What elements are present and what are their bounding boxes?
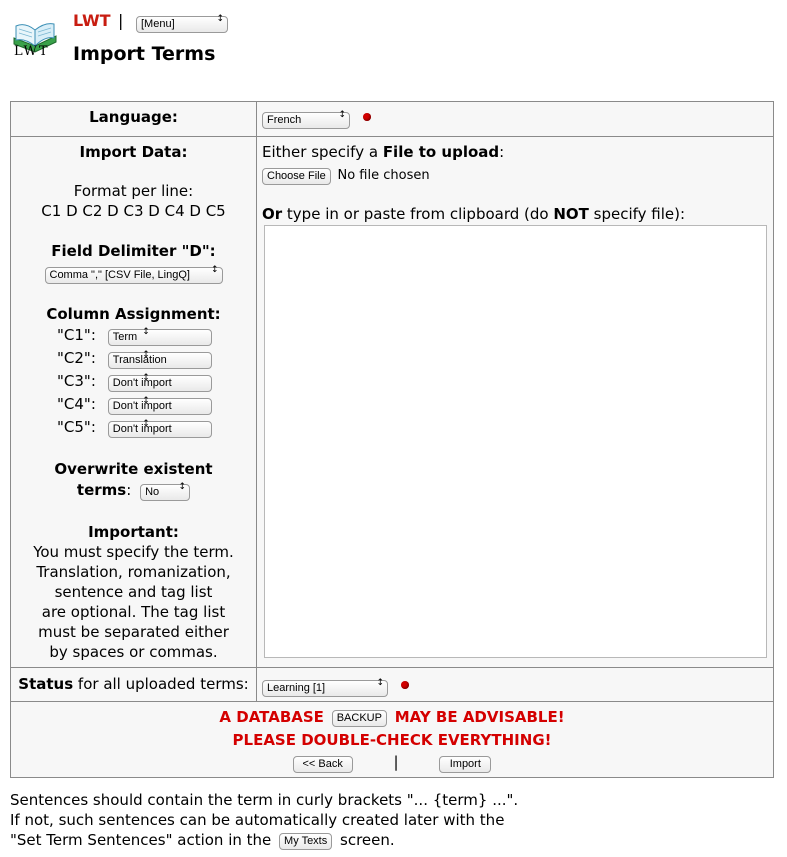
warning-text: MAY BE ADVISABLE!	[394, 708, 565, 726]
footer-line: Sentences should contain the term in curly brackets "... {term} ...".	[10, 791, 519, 809]
page-title: Import Terms	[73, 43, 216, 65]
row-divider	[11, 701, 773, 702]
choose-file-button[interactable]: Choose File	[262, 168, 331, 185]
column-label: "C1":	[57, 326, 96, 344]
row-divider	[11, 667, 773, 668]
delimiter-field	[11, 264, 256, 284]
column-row-c1	[57, 326, 154, 346]
column-c1-select[interactable]	[108, 329, 212, 346]
status-select[interactable]	[262, 680, 388, 697]
required-dot-icon	[401, 681, 409, 689]
footer-line	[10, 830, 518, 850]
column-row-c5	[57, 418, 154, 438]
language-select[interactable]	[262, 112, 350, 129]
column-row-c4	[57, 395, 154, 415]
warning-line-2: PLEASE DOUBLE-CHECK EVERYTHING!	[232, 731, 552, 749]
paste-text: specify file):	[588, 205, 686, 223]
overwrite-colon: :	[126, 481, 132, 499]
action-divider: |	[393, 753, 399, 771]
status-bold: Status	[18, 675, 74, 693]
my-texts-button[interactable]: My Texts	[279, 833, 332, 850]
delimiter-select[interactable]	[45, 267, 223, 284]
column-assignment-heading: Column Assignment:	[46, 305, 221, 323]
paste-textarea[interactable]	[264, 225, 767, 658]
column-label: "C2":	[57, 349, 96, 367]
home-link[interactable]: LWT	[73, 11, 111, 30]
important-line: must be separated either	[38, 623, 229, 641]
header-separator: |	[118, 11, 124, 30]
warning-line-1	[11, 708, 773, 727]
format-label: Format per line:	[73, 182, 194, 200]
column-row-c2	[57, 349, 154, 369]
important-line: are optional. The tag list	[41, 603, 226, 621]
overwrite-select[interactable]	[140, 484, 190, 501]
status-rest: for all uploaded terms:	[73, 675, 249, 693]
overwrite-field	[11, 481, 256, 501]
overwrite-label-terms: terms	[76, 481, 127, 499]
file-upload-field	[262, 165, 430, 185]
important-line: Translation, romanization,	[36, 563, 231, 581]
column-row-c3	[57, 372, 154, 392]
row-divider	[11, 136, 773, 137]
column-label: "C5":	[57, 418, 96, 436]
upload-suffix: :	[499, 143, 505, 161]
import-button[interactable]: Import	[439, 756, 491, 773]
language-label: Language:	[89, 108, 178, 126]
column-label: "C4":	[57, 395, 96, 413]
footer-text: screen.	[340, 831, 395, 849]
column-c5-select[interactable]	[108, 421, 212, 438]
column-c2-select[interactable]	[108, 352, 212, 369]
delimiter-label: Field Delimiter "D":	[51, 242, 216, 260]
overwrite-label: Overwrite existent	[54, 460, 213, 478]
footer-text: "Set Term Sentences" action in the	[10, 831, 272, 849]
backup-button[interactable]: BACKUP	[332, 710, 387, 727]
paste-prompt	[262, 205, 685, 223]
paste-or: Or	[262, 205, 283, 223]
no-file-text: No file chosen	[337, 168, 430, 183]
column-c3-select[interactable]	[108, 375, 212, 392]
import-data-heading: Import Data:	[79, 143, 188, 161]
status-field	[262, 677, 409, 697]
warning-text: A DATABASE	[219, 708, 324, 726]
column-label: "C3":	[57, 372, 96, 390]
paste-not: NOT	[553, 205, 589, 223]
paste-text: type in or paste from clipboard (do	[282, 205, 554, 223]
footer-line: If not, such sentences can be automatically created later with the	[10, 811, 505, 829]
important-heading: Important:	[88, 523, 179, 541]
column-divider	[256, 102, 257, 701]
required-dot-icon	[363, 113, 371, 121]
footer-note	[10, 790, 518, 850]
upload-prefix: Either specify a	[262, 143, 383, 161]
menu-select[interactable]	[136, 13, 228, 33]
upload-bold: File to upload	[382, 143, 500, 161]
important-line: sentence and tag list	[54, 583, 213, 601]
column-c4-select[interactable]	[108, 398, 212, 415]
format-value: C1 D C2 D C3 D C4 D C5	[41, 202, 226, 220]
status-label	[11, 675, 256, 693]
import-form	[10, 101, 774, 778]
logo-text: LWT	[14, 44, 50, 59]
menu-dropdown[interactable]	[136, 16, 228, 33]
upload-prompt	[262, 143, 504, 161]
important-line: You must specify the term.	[33, 543, 234, 561]
important-line: by spaces or commas.	[49, 643, 218, 661]
language-field	[262, 109, 371, 129]
action-buttons	[11, 753, 773, 773]
back-button[interactable]: << Back	[293, 756, 353, 773]
